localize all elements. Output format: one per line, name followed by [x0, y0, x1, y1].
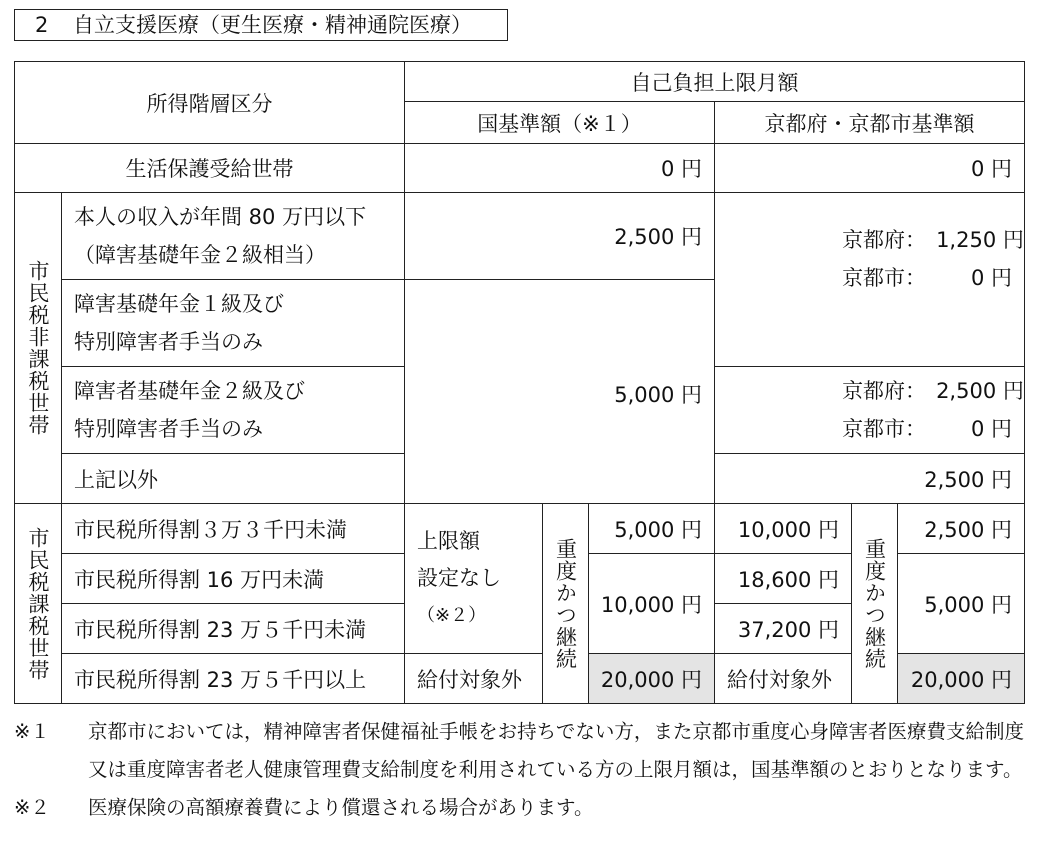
tax-heavy-national-label: 重度かつ継続: [553, 537, 578, 670]
copay-table: [14, 61, 1025, 704]
nontax4-label: 上記以外: [62, 454, 405, 504]
footnote-1: [14, 713, 1024, 789]
tax4-label: 市民税所得割 23 万５千円以上: [62, 654, 405, 704]
nontax4-kyoto: 2,500 円: [715, 454, 1025, 504]
header-income-class: 所得階層区分: [15, 62, 405, 144]
kyoto-pref-label: 京都府：: [842, 228, 927, 252]
tax4-heavy-national: 20,000 円: [589, 654, 715, 704]
nontax1-line2: （障害基礎年金２級相当）: [74, 243, 326, 267]
kyoto-city-label: 京都市：: [842, 266, 927, 290]
tax4-national: 給付対象外: [405, 654, 543, 704]
tax2-label: 市民税所得割 16 万円未満: [62, 554, 405, 604]
header-national: 国基準額（※１）: [405, 102, 715, 144]
nontax1-line1: 本人の収入が年間 80 万円以下: [74, 205, 367, 229]
kyoto-city-label: 京都市：: [842, 417, 927, 441]
welfare-national: 0 円: [405, 144, 715, 193]
kyoto-pref-value: 1,250 円: [936, 228, 1024, 252]
nontax3-label: [62, 367, 405, 454]
tax-national-line1: 上限額: [417, 529, 480, 553]
footnote-1-mark: ※１: [14, 720, 50, 743]
tax4-kyoto: 給付対象外: [715, 654, 852, 704]
welfare-kyoto: 0 円: [715, 144, 1025, 193]
nontax3-line2: 特別障害者手当のみ: [74, 417, 263, 441]
footnote-2-mark: ※２: [14, 796, 50, 819]
section-title: [14, 9, 508, 41]
tax1-label: 市民税所得割３万３千円未満: [62, 504, 405, 554]
nontax-kyoto-a: [715, 193, 1025, 367]
footnote-2: [14, 789, 1024, 827]
tax1-kyoto-base: 10,000 円: [715, 504, 852, 554]
kyoto-city-value: 0 円: [971, 266, 1013, 290]
welfare-label: 生活保護受給世帯: [15, 144, 405, 193]
tax1-kyoto-heavy: 2,500 円: [898, 504, 1025, 554]
tax-national-line3: （※２）: [417, 605, 487, 626]
tax-heavy-kyoto-cell: [852, 504, 898, 704]
tax-heavy-kyoto-label: 重度かつ継続: [862, 537, 887, 670]
header-kyoto: 京都府・京都市基準額: [715, 102, 1025, 144]
nontax-national-merged: 5,000 円: [405, 280, 715, 504]
nontax1-label: [62, 193, 405, 280]
nontax-group-cell: [15, 193, 62, 504]
kyoto-city-value: 0 円: [971, 417, 1013, 441]
tax23-heavy-national: 10,000 円: [589, 554, 715, 654]
kyoto-pref-value: 2,500 円: [936, 379, 1024, 403]
nontax1-national: 2,500 円: [405, 193, 715, 280]
footnote-2-text: 医療保険の高額療養費により償還される場合があります。: [88, 796, 594, 819]
tax3-kyoto-base: 37,200 円: [715, 604, 852, 654]
tax3-label: 市民税所得割 23 万５千円未満: [62, 604, 405, 654]
section-title-text: 自立支援医療（更生医療・精神通院医療）: [73, 13, 472, 37]
tax4-kyoto-heavy: 20,000 円: [898, 654, 1025, 704]
tax-heavy-national-cell: [543, 504, 589, 704]
header-limit: 自己負担上限月額: [405, 62, 1025, 102]
tax-group-cell: [15, 504, 62, 704]
nontax2-label: [62, 280, 405, 367]
footnote-1-text: 京都市においては，精神障害者保健福祉手帳をお持ちでない方，また京都市重度心身障害者医療費支給制度又は重度障害者老人健康管理費支給制度を利用されている方の上限月額は，国基準額のとおりとなります。: [88, 720, 1024, 781]
tax-national-merged: [405, 504, 543, 654]
section-number: 2: [35, 13, 49, 37]
tax-group-label: 市民税課税世帯: [26, 526, 51, 681]
nontax3-line1: 障害者基礎年金２級及び: [74, 379, 305, 403]
tax23-kyoto-heavy: 5,000 円: [898, 554, 1025, 654]
tax-national-line2: 設定なし: [417, 566, 501, 590]
nontax-group-label: 市民税非課税世帯: [26, 260, 51, 436]
nontax-kyoto-b: [715, 367, 1025, 454]
footnotes: [14, 713, 1024, 827]
nontax2-line1: 障害基礎年金１級及び: [74, 292, 284, 316]
tax2-kyoto-base: 18,600 円: [715, 554, 852, 604]
kyoto-pref-label: 京都府：: [842, 379, 927, 403]
nontax2-line2: 特別障害者手当のみ: [74, 330, 263, 354]
tax1-heavy-national: 5,000 円: [589, 504, 715, 554]
